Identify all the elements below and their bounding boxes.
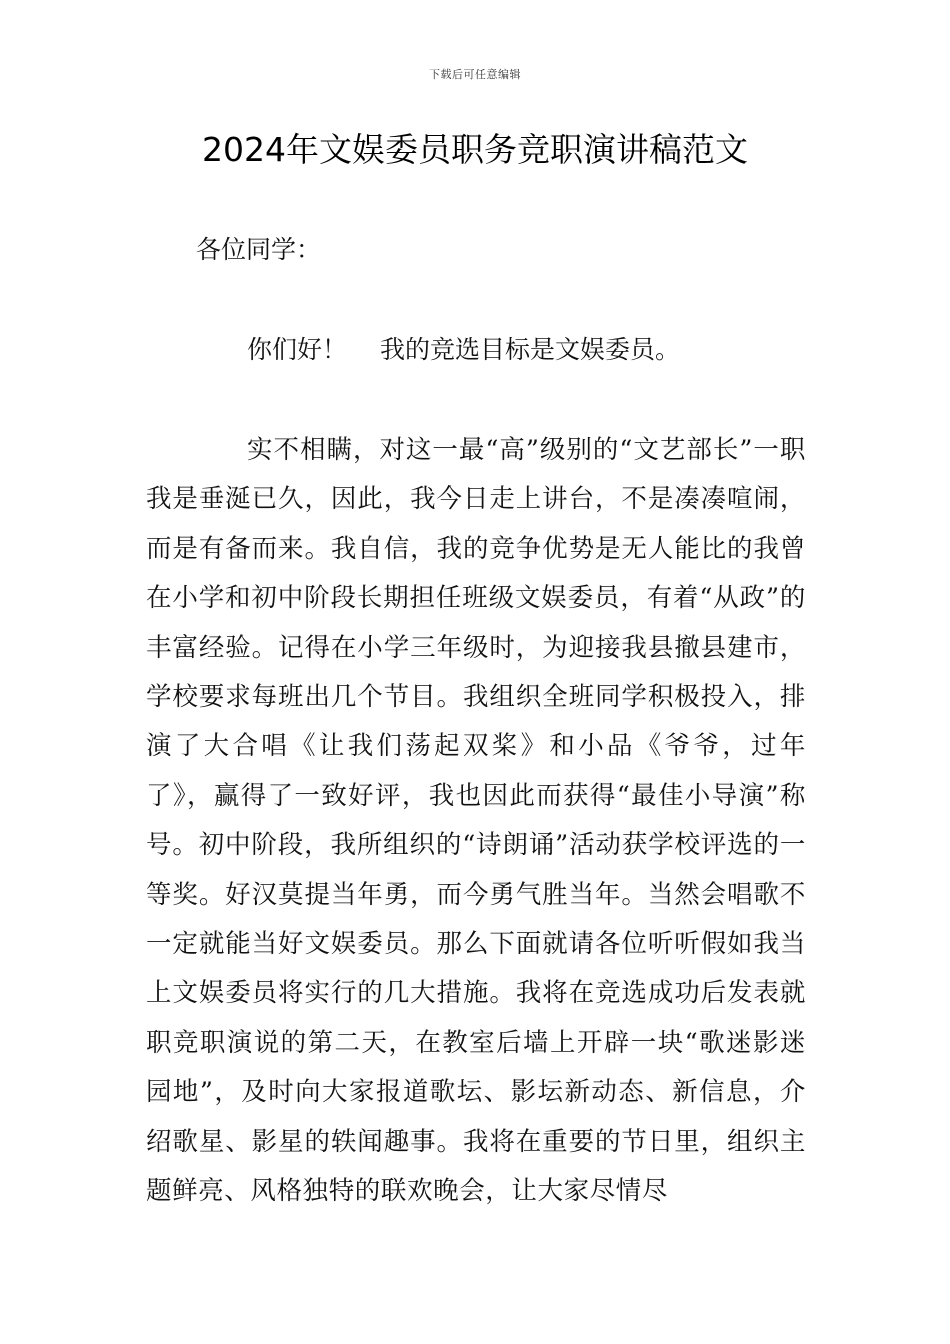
header-note: 下载后可任意编辑 xyxy=(429,68,521,81)
greeting-line: 你们好！ 我的竞选目标是文娱委员。 xyxy=(247,335,680,364)
page-title: 2024年文娱委员职务竞职演讲稿范文 xyxy=(202,130,748,169)
salutation: 各位同学： xyxy=(196,235,322,264)
body-paragraph: 实不相瞒，对这一最“高”级别的“文艺部长”一职我是垂涎已久，因此，我今日走上讲台，不是凑凑喧闹，而是有备而来。我自信，我的竞争优势是无人能比的我曾在小学和初中阶段长期担任班级文娱委员，有着“从政”的丰富经验。记得在小学三年级时，为迎接我县撤县建市，学校要求每班出几个节目。我组织全班同学积极投入，排演了大合唱《让我们荡起双桨》和小品《爷爷，过年了》，赢得了一致好评，我也因此而获得“最佳小导演”称号。初中阶段，我所组织的“诗朗诵”活动获学校评选的一等奖。好汉莫提当年勇，而今勇气胜当年。当然会唱歌不一定就能当好文娱委员。那么下面就请各位听听假如我当上文娱委员将实行的几大措施。我将在竞选成功后发表就职竞职演说的第二天，在教室后墙上开辟一块“歌迷影迷园地”，及时向大家报道歌坛、影坛新动态、新信息，介绍歌星、影星的轶闻趣事。我将在重要的节日里，组织主题鲜亮、风格独特的联欢晚会，让大家尽情尽 xyxy=(146,435,806,1207)
